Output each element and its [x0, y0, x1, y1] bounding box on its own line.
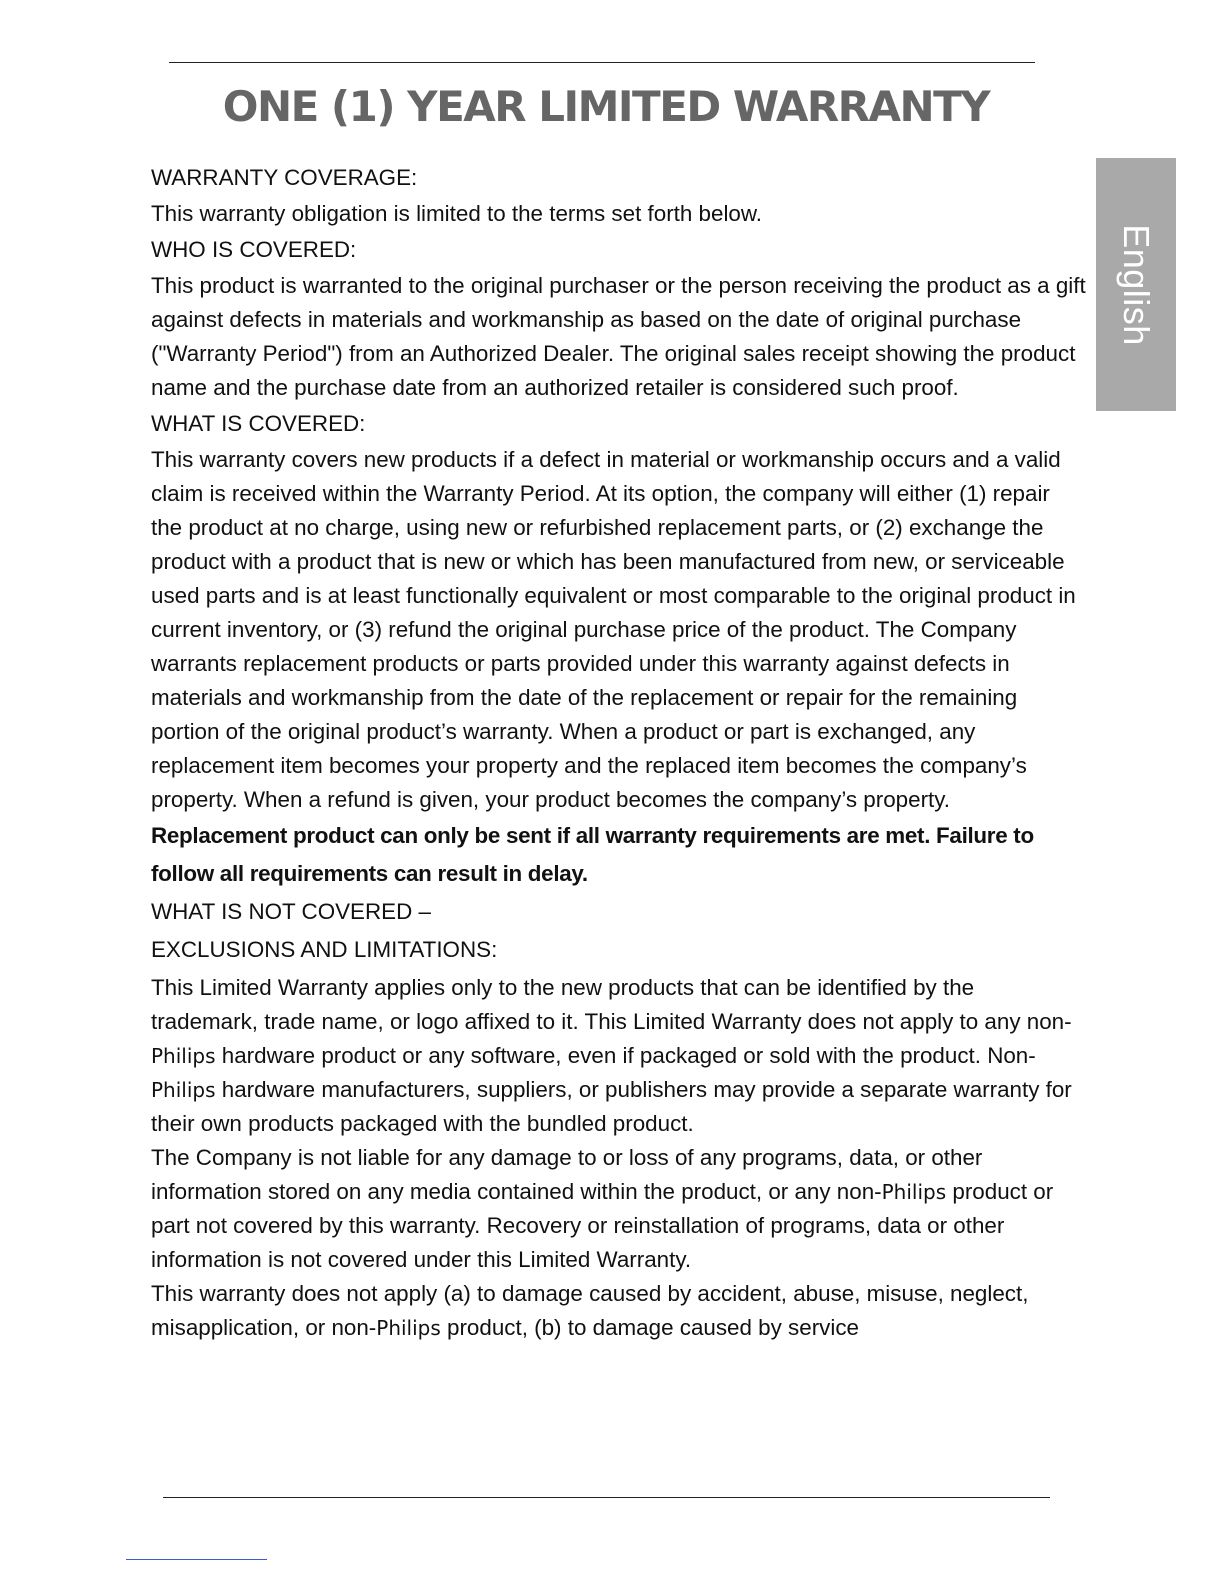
top-divider	[169, 62, 1035, 63]
brand-name: Philips	[881, 1180, 947, 1204]
brand-name: Philips	[151, 1078, 216, 1102]
exclusions-p3-part-b: product, (b) to damage caused by service	[440, 1315, 859, 1340]
bottom-divider	[163, 1497, 1050, 1498]
exclusions-paragraph-2	[151, 1141, 1086, 1277]
exclusions-paragraph-1	[151, 971, 1086, 1141]
coverage-text: This warranty obligation is limited to the terms set forth below.	[151, 201, 763, 226]
what-covered-text: This warranty covers new products if a defect in material or workmanship occurs and a valid claim is received within the Warranty Period. At its option, the company will either (1) repair the product at no charge, using new or refurbished replacement parts, or (2) exchange the product with a product that is new or which has been manufactured from new, or serviceable used parts and is at least functionally equivalent or most comparable to the original product in current inventory, or (3) refund the original purchase price of the product. The Company warrants replacement products or parts provided under this warranty against defects in materials and workmanship from the date of the replacement or repair for the remaining portion of the original product’s warranty. When a product or part is exchanged, any replacement item becomes your property and the replaced item becomes the company’s property. When a refund is given, your product becomes the company’s property.	[151, 447, 1076, 812]
brand-name: Philips	[151, 1044, 216, 1068]
who-covered-text: This product is warranted to the original purchaser or the person receiving the product as a gift against defects in materials and workmanship as based on the date of original purchase ("Warranty Period") from an Authorized Dealer. The original sales receipt showing the product name and the purchase date from an authorized retailer is considered such proof.	[151, 273, 1086, 400]
exclusions-p1-part-c: hardware manufacturers, suppliers, or publishers may provide a separate warranty for their own products packaged with the bundled product.	[151, 1077, 1072, 1136]
page-title: ONE (1) YEAR LIMITED WARRANTY	[222, 82, 990, 131]
exclusions-p1-part-b: hardware product or any software, even if packaged or sold with the product. Non-	[215, 1043, 1036, 1068]
exclusions-p1-part-a: This Limited Warranty applies only to the new products that can be identified by the trademark, trade name, or logo affixed to it. This Limited Warranty does not apply to any non-	[151, 975, 1072, 1034]
exclusions-paragraph-3	[151, 1277, 1086, 1345]
coverage-heading: WARRANTY COVERAGE:	[151, 165, 418, 190]
not-covered-heading: WHAT IS NOT COVERED –	[151, 899, 431, 924]
exclusions-p2-part-a: The Company is not liable for any damage to or loss of any programs, data, or other information stored on any media contained within the product, or any non-	[151, 1145, 983, 1204]
what-covered-heading: WHAT IS COVERED:	[151, 411, 366, 436]
language-tab-label: English	[1116, 223, 1157, 346]
who-covered-heading: WHO IS COVERED:	[151, 237, 357, 262]
exclusions-p3-part-a: This warranty does not apply (a) to damage caused by accident, abuse, misuse, neglect, misapplication, or non-	[151, 1281, 1029, 1340]
warranty-body	[151, 159, 1086, 1345]
exclusions-heading: EXCLUSIONS AND LIMITATIONS:	[151, 937, 498, 962]
brand-name: Philips	[376, 1316, 441, 1340]
footer-link-underline	[126, 1559, 267, 1560]
replacement-note: Replacement product can only be sent if all warranty requirements are met. Failure to follow all requirements can result in delay.	[151, 823, 1034, 886]
language-tab	[1096, 158, 1176, 411]
exclusions-p2-part-b: product or part not covered by this warranty. Recovery or reinstallation of programs, data or other information is not covered under this Limited Warranty.	[151, 1179, 1054, 1272]
